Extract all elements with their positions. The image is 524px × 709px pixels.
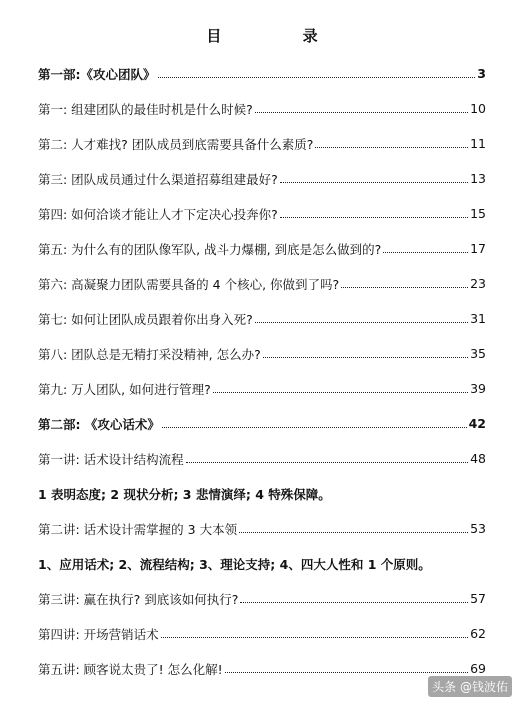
toc-entry-title: 第一: 组建团队的最佳时机是什么时候?: [38, 101, 253, 117]
toc-entry-title: 第二: 人才难找? 团队成员到底需要具备什么素质?: [38, 136, 314, 152]
toc-entry-title: 第二讲: 话术设计需掌握的 3 大本领: [38, 521, 238, 537]
toc-entry-page: 57: [470, 591, 486, 606]
toc-entry[interactable]: [38, 161, 486, 196]
toc-entry[interactable]: [38, 126, 486, 161]
toc-entry-page: 10: [470, 101, 486, 116]
toc-entry-title: 第一讲: 话术设计结构流程: [38, 451, 184, 467]
dot-leader: [255, 322, 468, 323]
dot-leader: [240, 602, 468, 603]
dot-leader: [341, 287, 468, 288]
toc-entry[interactable]: [38, 196, 486, 231]
toc-entry-page: 35: [470, 346, 486, 361]
toc-entry-page: 31: [470, 311, 486, 326]
toc-entry-title: 第九: 万人团队, 如何进行管理?: [38, 381, 211, 397]
dot-leader: [213, 392, 468, 393]
toc-note: 1、应用话术; 2、流程结构; 3、理论支持; 4、四大人性和 1 个原则。: [38, 556, 431, 572]
toc-entry[interactable]: [38, 231, 486, 266]
toc-entry-title: 第八: 团队总是无精打采没精神, 怎么办?: [38, 346, 261, 362]
toc-entry[interactable]: [38, 371, 486, 406]
toc-entry[interactable]: [38, 616, 486, 651]
dot-leader: [162, 427, 467, 428]
toc-entry-page: 13: [470, 171, 486, 186]
toc-entry[interactable]: [38, 336, 486, 371]
toc-entry-page: 39: [470, 381, 486, 396]
toc-entry-title: 第四讲: 开场营销话术: [38, 626, 159, 642]
dot-leader: [161, 637, 468, 638]
table-of-contents: [38, 56, 486, 686]
toc-entry-page: 15: [470, 206, 486, 221]
toc-entry-page: 17: [470, 241, 486, 256]
toc-entry-title: 第五: 为什么有的团队像军队, 战斗力爆棚, 到底是怎么做到的?: [38, 241, 382, 257]
toc-entry-page: 53: [470, 521, 486, 536]
dot-leader: [255, 112, 468, 113]
toc-entry[interactable]: [38, 406, 486, 441]
toc-entry[interactable]: [38, 441, 486, 476]
dot-leader: [280, 217, 468, 218]
toc-entry-title: 第三: 团队成员通过什么渠道招募组建最好?: [38, 171, 278, 187]
toc-entry-title: 第四: 如何洽谈才能让人才下定决心投奔你?: [38, 206, 278, 222]
dot-leader: [280, 182, 468, 183]
toc-entry-title: 第三讲: 赢在执行? 到底该如何执行?: [38, 591, 239, 607]
dot-leader: [239, 532, 468, 533]
dot-leader: [383, 252, 468, 253]
page-title: 目 录: [206, 27, 356, 45]
toc-entry-page: 48: [470, 451, 486, 466]
toc-entry-page: 11: [470, 136, 486, 151]
toc-entry[interactable]: [38, 301, 486, 336]
toc-entry-title: 第五讲: 顾客说太贵了! 怎么化解!: [38, 661, 223, 677]
toc-entry[interactable]: [38, 581, 486, 616]
toc-entry[interactable]: [38, 511, 486, 546]
dot-leader: [225, 672, 468, 673]
toc-entry-page: 3: [477, 66, 486, 81]
toc-entry-title: 第六: 高凝聚力团队需要具备的 4 个核心, 你做到了吗?: [38, 276, 340, 292]
toc-entry-title: 第一部:《攻心团队》: [38, 66, 156, 82]
toc-entry-page: 69: [470, 661, 486, 676]
dot-leader: [263, 357, 468, 358]
toc-entry[interactable]: [38, 266, 486, 301]
toc-entry-page: 42: [468, 416, 486, 431]
toc-entry-page: 23: [470, 276, 486, 291]
toc-entry[interactable]: [38, 91, 486, 126]
toc-entry-title: 第二部: 《攻心话术》: [38, 416, 160, 432]
toc-entry-page: 62: [470, 626, 486, 641]
dot-leader: [158, 77, 476, 78]
toc-note: 1 表明态度; 2 现状分析; 3 悲情演绎; 4 特殊保障。: [38, 486, 331, 502]
dot-leader: [186, 462, 468, 463]
toc-entry[interactable]: [38, 651, 486, 686]
toc-entry[interactable]: [38, 56, 486, 91]
watermark: 头条 @钱波佑: [428, 676, 512, 697]
dot-leader: [315, 147, 468, 148]
toc-entry-title: 第七: 如何让团队成员跟着你出身入死?: [38, 311, 253, 327]
